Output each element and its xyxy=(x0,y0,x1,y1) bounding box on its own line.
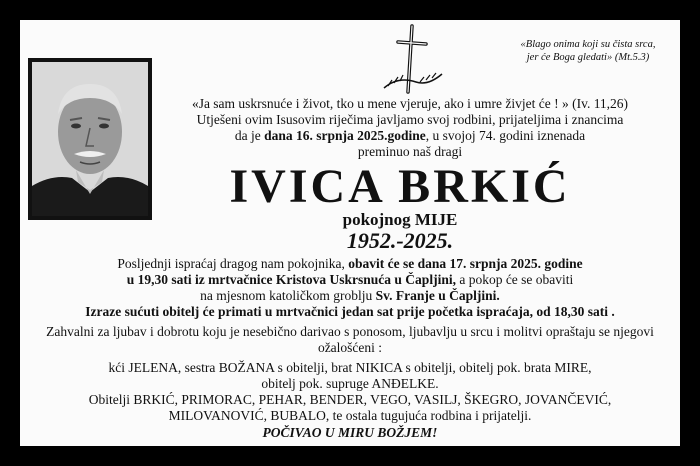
mourners-line: obitelj pok. supruge ANĐELKE. xyxy=(261,376,439,391)
funeral-text: na mjesnom katoličkom groblju xyxy=(200,288,376,303)
mourners-line: Obitelji BRKIĆ, PRIMORAC, PEHAR, BENDER, VEGO, VASILJ, ŠKEGRO, JOVANČEVIĆ, xyxy=(88,392,612,407)
portrait-photo xyxy=(32,62,148,216)
father-name: pokojnog MIJE xyxy=(342,210,458,229)
mourners-line: kći JELENA, sestra BOŽANA s obitelji, brat NIKICA s obitelji, obitelj pok. brata MIRE, xyxy=(108,360,592,375)
mourners-line: ožalošćeni : xyxy=(317,340,383,355)
life-years: 1952.-2025. xyxy=(346,228,454,253)
intro-line: preminuo naš dragi xyxy=(357,144,463,159)
intro-line xyxy=(140,128,680,145)
funeral-line xyxy=(20,272,680,289)
verse-line: jer će Boga gledati» (Mt.5.3) xyxy=(526,52,650,63)
funeral-place: u 19,30 sati iz mrtvačnice Kristova Uskrsnuća u Čapljini, xyxy=(126,272,456,287)
funeral-text: Posljednji ispraćaj dragog nam pokojnika, xyxy=(117,256,349,271)
cross-icon xyxy=(368,22,448,102)
mourners-line: MILOVANOVIĆ, BUBALO, te ostala tugujuća rodbina i prijatelji. xyxy=(168,408,532,423)
intro-text: da je xyxy=(234,128,265,143)
funeral-date: obavit će se dana 17. srpnja 2025. godine xyxy=(348,256,583,271)
cemetery: Sv. Franje u Čapljini. xyxy=(375,288,500,303)
intro-text: , u svojoj 74. godini iznenada xyxy=(425,128,586,143)
funeral-text: a pokop će se obaviti xyxy=(455,272,574,287)
obituary-card xyxy=(20,20,680,446)
condolence-line: Izraze sućuti obitelj će primati u mrtvačnici jedan sat prije početka ispraćaja, od 18,30 sati . xyxy=(85,304,615,319)
bible-verse xyxy=(498,38,678,64)
mourners-line: Zahvalni za ljubav i dobrotu koju je nesebično darivao s ponosom, ljubavlju u srcu i molitvi opraštaju se njegovi xyxy=(46,324,654,339)
closing-blessing: POČIVAO U MIRU BOŽJEM! xyxy=(262,425,438,440)
funeral-line xyxy=(20,288,680,305)
intro-line: «Ja sam uskrsnuće i život, tko u mene vjeruje, ako i umre živjet će ! » (Iv. 11,26) xyxy=(191,96,629,111)
intro-line: Utješeni ovim Isusovim riječima javljamo svoj rodbini, prijateljima i znancima xyxy=(196,112,624,127)
funeral-line xyxy=(20,256,680,273)
portrait-frame xyxy=(28,58,152,220)
deceased-name: IVICA BRKIĆ xyxy=(229,160,571,213)
death-date: dana 16. srpnja 2025.godine xyxy=(264,128,426,143)
verse-line: «Blago onima koji su čista srca, xyxy=(520,39,656,50)
